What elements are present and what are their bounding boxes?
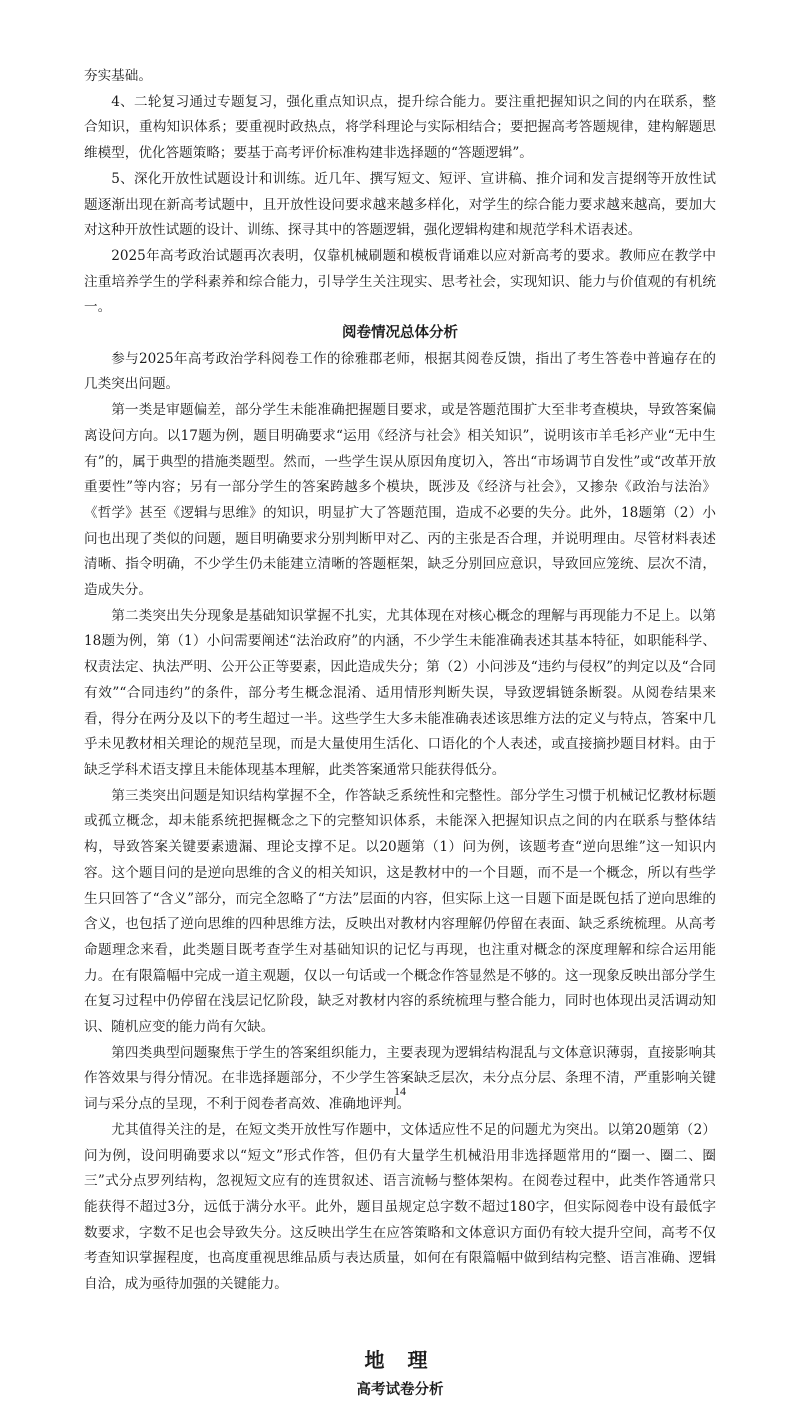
page-number: 14 — [394, 1084, 406, 1098]
paragraph-issue-4: 第四类典型问题聚焦于学生的答案组织能力，主要表现为逻辑结构混乱与文体意识薄弱，直接影响其作答效果与得分情况。在非选择题部分，不少学生答案缺乏层次，未分点分层、条理不清，严重影响关键词与采分点的呈现，不利于阅卷者高效、准确地评判。 — [84, 1044, 716, 1113]
paragraph-item-4: 4、二轮复习通过专题复习，强化重点知识点，提升综合能力。要注重把握知识之间的内在联系，整合知识，重构知识体系；要重视时政热点，将学科理论与实际相结合；要把握高考答题规律，建构解题思维模型，优化答题策略；要基于高考评价标准构建非选择题的“答题逻辑”。 — [84, 93, 716, 162]
paragraph-issue-1: 第一类是审题偏差，部分学生未能准确把握题目要求，或是答题范围扩大至非考查模块，导致答案偏离设问方向。以17题为例，题目明确要求“运用《经济与社会》相关知识”，说明该市羊毛衫产业“无中生有”的，属于典型的措施类题型。然而，一些学生误从原因角度切入，答出“市场调节自发性”或“改革开放重要性”等内容；另有一部分学生的答案跨越多个模块，既涉及《经济与社会》，又掺杂《政治与法治》《哲学》甚至《逻辑与思维》的知识，明显扩大了答题范围，造成不必要的失分。此外，18题第（2）小问也出现了类似的问题，题目明确要求分别判断甲对乙、丙的主张是否合理，并说明理由。尽管材料表述清晰、指令明确，不少学生仍未能建立清晰的答题框架，缺乏分别回应意识，导致回应笼统、层次不清，造成失分。 — [84, 402, 716, 599]
paragraph-continuation: 夯实基础。 — [84, 68, 152, 84]
paragraph-issue-3: 第三类突出问题是知识结构掌握不全，作答缺乏系统性和完整性。部分学生习惯于机械记忆教材标题或孤立概念，却未能系统把握概念之下的完整知识体系，未能深入把握知识点之间的内在联系与整体结构，导致答案关键要素遗漏、理论支撑不足。以20题第（1）问为例，该题考查“逆向思维”这一知识内容。这个题目问的是逆向思维的含义的相关知识，这是教材中的一个目题，而不是一个概念，所以有些学生只回答了“含义”部分，而完全忽略了“方法”层面的内容，但实际上这一目题下面是既包括了逆向思维的含义，也包括了逆向思维的四种思维方法，反映出对教材内容理解仍停留在表面、缺乏系统梳理。从高考命题理念来看，此类题目既考查学生对基础知识的记忆与再现，也注重对概念的深度理解和综合运用能力。在有限篇幅中完成一道主观题，仅以一句话或一个概念作答显然是不够的。这一现象反映出部分学生在复习过程中仍停留在浅层记忆阶段，缺乏对教材内容的系统梳理与整合能力，同时也体现出灵活调动知识、随机应变的能力尚有欠缺。 — [84, 787, 716, 1036]
paragraph-intro: 参与2025年高考政治学科阅卷工作的徐雅郡老师，根据其阅卷反馈，指出了考生答卷中普遍存在的几类突出问题。 — [84, 350, 716, 393]
page-body — [84, 64, 716, 1402]
paragraph-item-5: 5、深化开放性试题设计和训练。近几年、撰写短文、短评、宣讲稿、推介词和发言提纲等开放性试题逐渐出现在新高考试题中，且开放性设问要求越来越多样化，对学生的综合能力要求越来越高，要加大对这种开放性试题的设计、训练、探寻其中的答题逻辑，强化逻辑构建和规范学科术语表述。 — [84, 170, 716, 239]
paragraph-issue-2: 第二类突出失分现象是基础知识掌握不扎实，尤其体现在对核心概念的理解与再现能力不足上。以第18题为例，第（1）小问需要阐述“法治政府”的内涵，不少学生未能准确表述其基本特征，如职能科学、权责法定、执法严明、公开公正等要素，因此造成失分；第（2）小问涉及“违约与侵权”的判定以及“合同有效”“合同违约”的条件，部分考生概念混淆、适用情形判断失误，导致逻辑链条断裂。从阅卷结果来看，得分在两分及以下的考生超过一半。这些学生大多未能准确表述该思维方法的定义与特点，答案中几乎未见教材相关理论的规范呈现，而是大量使用生活化、口语化的个人表述，或直接摘抄题目材料。由于缺乏学科术语支撑且未能体现基本理解，此类答案通常只能获得低分。 — [84, 607, 716, 778]
subject-heading: 地 理 — [364, 1347, 436, 1372]
section-title: 阅卷情况总体分析 — [342, 325, 458, 342]
subject-subtitle: 高考试卷分析 — [356, 1381, 444, 1398]
paragraph-issue-5: 尤其值得关注的是，在短文类开放性写作题中，文体适应性不足的问题尤为突出。以第20题第（2）问为例，设问明确要求以“短文”形式作答，但仍有大量学生机械沿用非选择题常用的“圈一、圈二、圈三”式分点罗列结构，忽视短文应有的连贯叙述、语言流畅与整体架构。在阅卷过程中，此类作答通常只能获得不超过3分，远低于满分水平。此外，题目虽规定总字数不超过180字，但实际阅卷中设有最低字数要求，字数不足也会导致失分。这反映出学生在应答策略和文体意识方面仍有较大提升空间，高考不仅考查知识掌握程度，也高度重视思维品质与表达质量，如何在有限篇幅中做到结构完整、语言准确、逻辑自洽，成为亟待加强的关键能力。 — [84, 1121, 716, 1293]
paragraph-summary: 2025年高考政治试题再次表明，仅靠机械刷题和模板背诵难以应对新高考的要求。教师应在教学中注重培养学生的学科素养和综合能力，引导学生关注现实、思考社会，实现知识、能力与价值观的有机统一。 — [84, 247, 716, 316]
